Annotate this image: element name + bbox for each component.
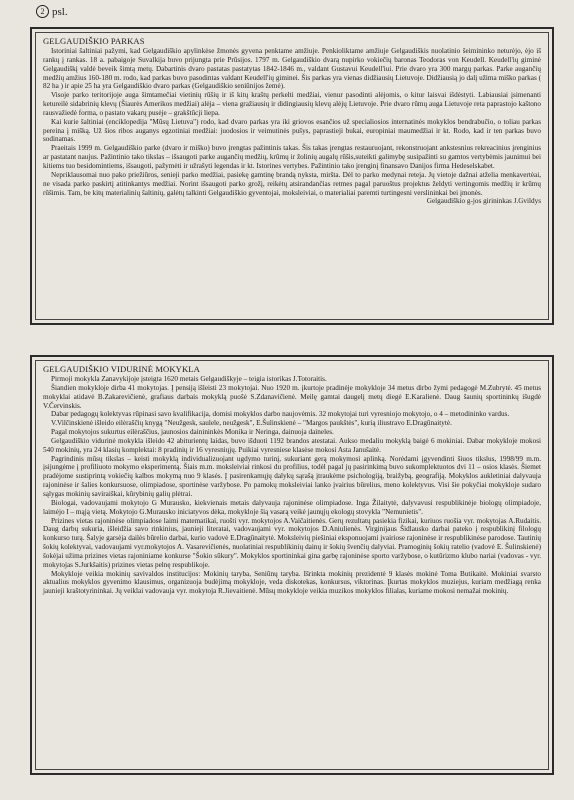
article-title: GELGAUDIŠKIO PARKAS <box>43 36 145 46</box>
article-paragraph: Kai kurie šaltiniai (enciklopedija "Mūsų Lietuva") rodo, kad dvaro parkas yra iki griovos esančios už specialiosios internatinės mokyklos bendrabučio, o toliau parkas pereina į mišką. Už šios ribos auganys egzotiniai medžiai: juodosios ir veimutinės pušys, paprastieji bukai, europiniai maumedžiai ir kt. Rodo, kad ir ten parkas buvo sodinamas. <box>43 117 541 144</box>
article-paragraph: Šiandien mokykloje dirba 41 mokytojas. Į pensiją išleisti 23 mokytojai. Nuo 1920 m. įkurtoje pradinėje mokykloje 34 metus dirbo žymi pedagogė M.Zubrytė. 45 metus mokyklai atidavė B.Zakarevičienė, grafiaus darbais mokyklą puošė S.Zdanavičienė. Meilę gamtai daugelį metų diegė E.Karalienė. Daug šaunių sportininkų išugdė V.Červinskis. <box>43 383 541 410</box>
article-paragraph: Nepriklausomai nuo pako priežiūros, senieji parko medžiai, pasiekę gamtinę brandą nyksta, miršta. Dėl to parko medynai reteja. Jų vietoje dažnai atželia menkavertėai, ne visada parko paskirtį atitinkantys medžiai. Norint išsaugoti parko grožį, reikėtų atsirandančias retmes pagal paruoštus projektus želdyti vertingomis medžių ir krūmų rūšimis. Tam, be kitų materialinių šaltinių, galėtų talkinti Gelgaudiškio gyventojai, moksleiviai, o materialiai paremti turtingesni verslininkai bei įmonės. <box>43 170 541 197</box>
article-paragraph: Praeitais 1999 m. Gelgaudiškio parke (dvaro ir miško) buvo įrengtas pažintinis takas. Šis takas įrengtas restauruojant, rekonstruojant ankstesnius rekreacinius įrenginius ar pastatant naujus. Pažintinio tako tikslas – išsaugoti parke augančių medžių, krūmų ir žolinių augalų rūšis,suteikti galimybę susipažinti su gamtos vertybėmis jaunimui bei kitiems tuo besidomintiems, išsaugoti, pažymėti ir užrašyti legendas ir kt. Istorines vertybes. Pažintinio tako įrenginį finansavo Danijos firma Hedeselskabet. <box>43 144 541 170</box>
article-paragraph: Visoje parko teritorijoje auga šimtamečiai vietinių rūšių ir iš kitų kraštų perkelti medžiai, vienur pasodinti alėjomis, o kitur laisvai išdėstyti. Labiausiai įsimenanti ketureilė sidabrinių klevų (Šiaurės Amerikos medžiai) alėja – viena gražiausių ir didingiausių klevų alėjų Lietuvoje. Prie dvaro rūmų auga Lietuvoje reta paprastojo kaštono rausvažiedė forma, o pastato vakarų pusėje – grakštūcji liepa. <box>43 91 541 117</box>
page-label-text: psl. <box>52 5 68 18</box>
article-signature: Gelgaudiškio g-jos girininkas J.Gvildys <box>426 197 541 206</box>
article-school-frame <box>35 360 549 770</box>
article-paragraph: Mokykloje veikia mokinių savivaldos institucijos: Mokinių taryba, Seniūnų taryba. Išrinkta mokinių prezidentė 9 klasės mokinė Toma Butikaitė. Mokiniai svarsto aktualius mokyklos gyvenimo klausimus, organizuoja budėjimą mokykloje, veda diskotekas, konkursus, viktorinas. Įkurtas mokyklos muziejus, kuriam medžiagą renka jaunieji kraštotyrininkai. Jų veiklai vadovauja vyr. mokytoja R.Jievaitienė. Mūsų mokykloje veikia muzikos mokyklos filialas, kuriame mokosi nemažai mokinių. <box>43 569 541 596</box>
article-paragraph: Istoriniai šaltiniai pažymi, kad Gelgaudiškio apylinkėse žmonės gyvena penktame amžiuje. Penkioliktame amžiuje Gelgaudiškis nuolatinio šeimininko neturėjo, ėjo iš rankų į rankas. 18 a. pabaigoje Suvalkija buvo prijungta prie Prūsijos. 1797 m. Gelgaudiškio dvarą nupirko vokiečių baronas Teodoras von Keudell. Keudell'ių giminė Gelgaudiškį valdė beveik šimtą metų. Dabartinis dvaro pastatas pastatytas 1842-1846 m., valdant Gustavui Keudell'iui. Prie dvaro yra 300 margų parkas. Parke augančių medžių amžius 160-180 m. rodo, kad parkas buvo pasodintas valdant Keudell'ių giminei. Šis parkas yra vienas didžiausių Lietuvoje. Didžiausią jo dalį užima miško parkas ( 82 ha ) ir apie 25 ha yra Gelgaudiškio dvaro parkas (Gelgaudiškio seniūnijos žemė). <box>43 47 541 91</box>
article-title: GELGAUDIŠKIO VIDURINĖ MOKYKLA <box>43 364 200 374</box>
article-paragraph: Pagrindinis mūsų tikslas – keisti mokyklą individualizuojant ugdymo turinį, sukuriant gerą mokymosi aplinką. Norėdami įgyvendinti šiuos tikslus, 1998/99 m.m. įsijungėme į profiliuoto mokymo eksperimentą. Šiais m.m. moksleiviai rinkosi du profilius, todėl pagal jų pasirinkimą buvo sukomplektuotos dvi 11 – osios klasės. Šiemet pradėjome sustiprintą vokiečių kalbos mokymą nuo 9 klasės. Į pasirenkamųjų dalykų sąrašą įtraukėme psichologiją, braižybą, geografiją. Mokyklos aukletiniai dalyvauja rajoninėse ir šalies konkursuose, olimpiadose, sportinėse varžybose. Po pamokų moksleiviai lanko įvairius būrelius, meno kolektyvus. Visi šie pokyčiai mokykloje sudaro sąlygas mokinių saviraiškai, kūrybinių galių plėtrai. <box>43 454 541 498</box>
article-paragraph: V.Vilčinskienė išleido eilėraščių knygą "Neužgesk, saulele, neužgesk", E.Šulinskienė – "Margos paukštės", kurią iliustravo E.Dragūnaitytė. <box>51 419 452 428</box>
article-paragraph: Pagal mokytojos sukurtus eilėraščius, jaunosios dainininkės Monika ir Neringa, dainuoja daineles. <box>51 428 334 437</box>
article-paragraph: Prizines vietas rajoninėse olimpiadose laimi matematikai, ruošti vyr. mokytojos A.Vaičaitienės. Gerų rezultatų pasiekia fizikai, kuriuos ruošia vyr. mokytojas A.Rudaitis. Daug darbų sukuria, išleidžia savo rinkinius, jaunieji literatai, vadovaujami vyr. mokytojos D.Aniulienės. Virginijaus Šidlausko darbai pateko į respublikinį filologų konkurso turą. Šalyje garsėja dailės būrelio darbai, kurio vadovė E.Dragūnaitytė. Moksleivių piešiniai eksponuojami įvairiose rajoninėse ir respublikinėse parodose. Tautinių šokių kolektyvai, vadovaujami vyr.mokytojos A. Vasarevičienės, nuolatiniai respublikinių dainų ir šokių švenčių dalyviai. Pramoginių šokių ratelio (vadovė E. Šulinskienė) šokėjai užima prizines vietas rajoniniame konkurse "Šokio sūkury". Mokyklos sportininkai gina garbę rajoninėse sporto varžybose, o kutūrizmo klubo nariai (vadovas - vyr. mokytojas S.Jurkšaitis) prizines vietas pelnę respublikoje. <box>43 516 541 569</box>
article-paragraph: Gelgaudiškio vidurinė mokykla išleido 42 abiturientų laidas, buvo išduoti 1192 brandos atestatai. Aukso medaliu mokyklą baigė 6 mokiniai. Dabar mokykloje mokosi 540 mokinių, yra 24 klasių komplektai: 8 pradinių ir 16 vyresniųjų. Puikiai vyresniese klasėse mokosi Asta Janušaitė. <box>43 436 541 454</box>
page-number: 2 <box>36 5 49 18</box>
article-paragraph: Dabar pedagogų kolektyvas rūpinasi savo kvalifikacija, domisi mokyklos darbo naujovėmis. 32 mokytojai turi vyresniojo mokytojo, o 4 – metodininko vardus. <box>51 410 510 419</box>
article-paragraph: Biologai, vadovaujami mokytojo G Murausko, kiekvienais metais dalyvauja rajoninėse olimpiadose. Inga Žilaitytė, dalyvavusi respublikinėje biologų olimpiadoje, laimėjo I – mąją vietą. Mokytojo G.Murausko iniciatyvos dėka, mokykloje šią vasarą veikė jaunųjų ekologų stovykla "Nemunietis". <box>43 498 541 516</box>
article-park-frame <box>35 32 549 320</box>
page-label <box>36 5 68 18</box>
article-paragraph: Pirmoji mokykla Zanavykijoje įsteigta 1620 metais Gelgaudiškyje – teigia istorikas J.Totoraitis. <box>51 375 327 383</box>
article-school <box>30 355 554 775</box>
article-park <box>30 27 554 325</box>
